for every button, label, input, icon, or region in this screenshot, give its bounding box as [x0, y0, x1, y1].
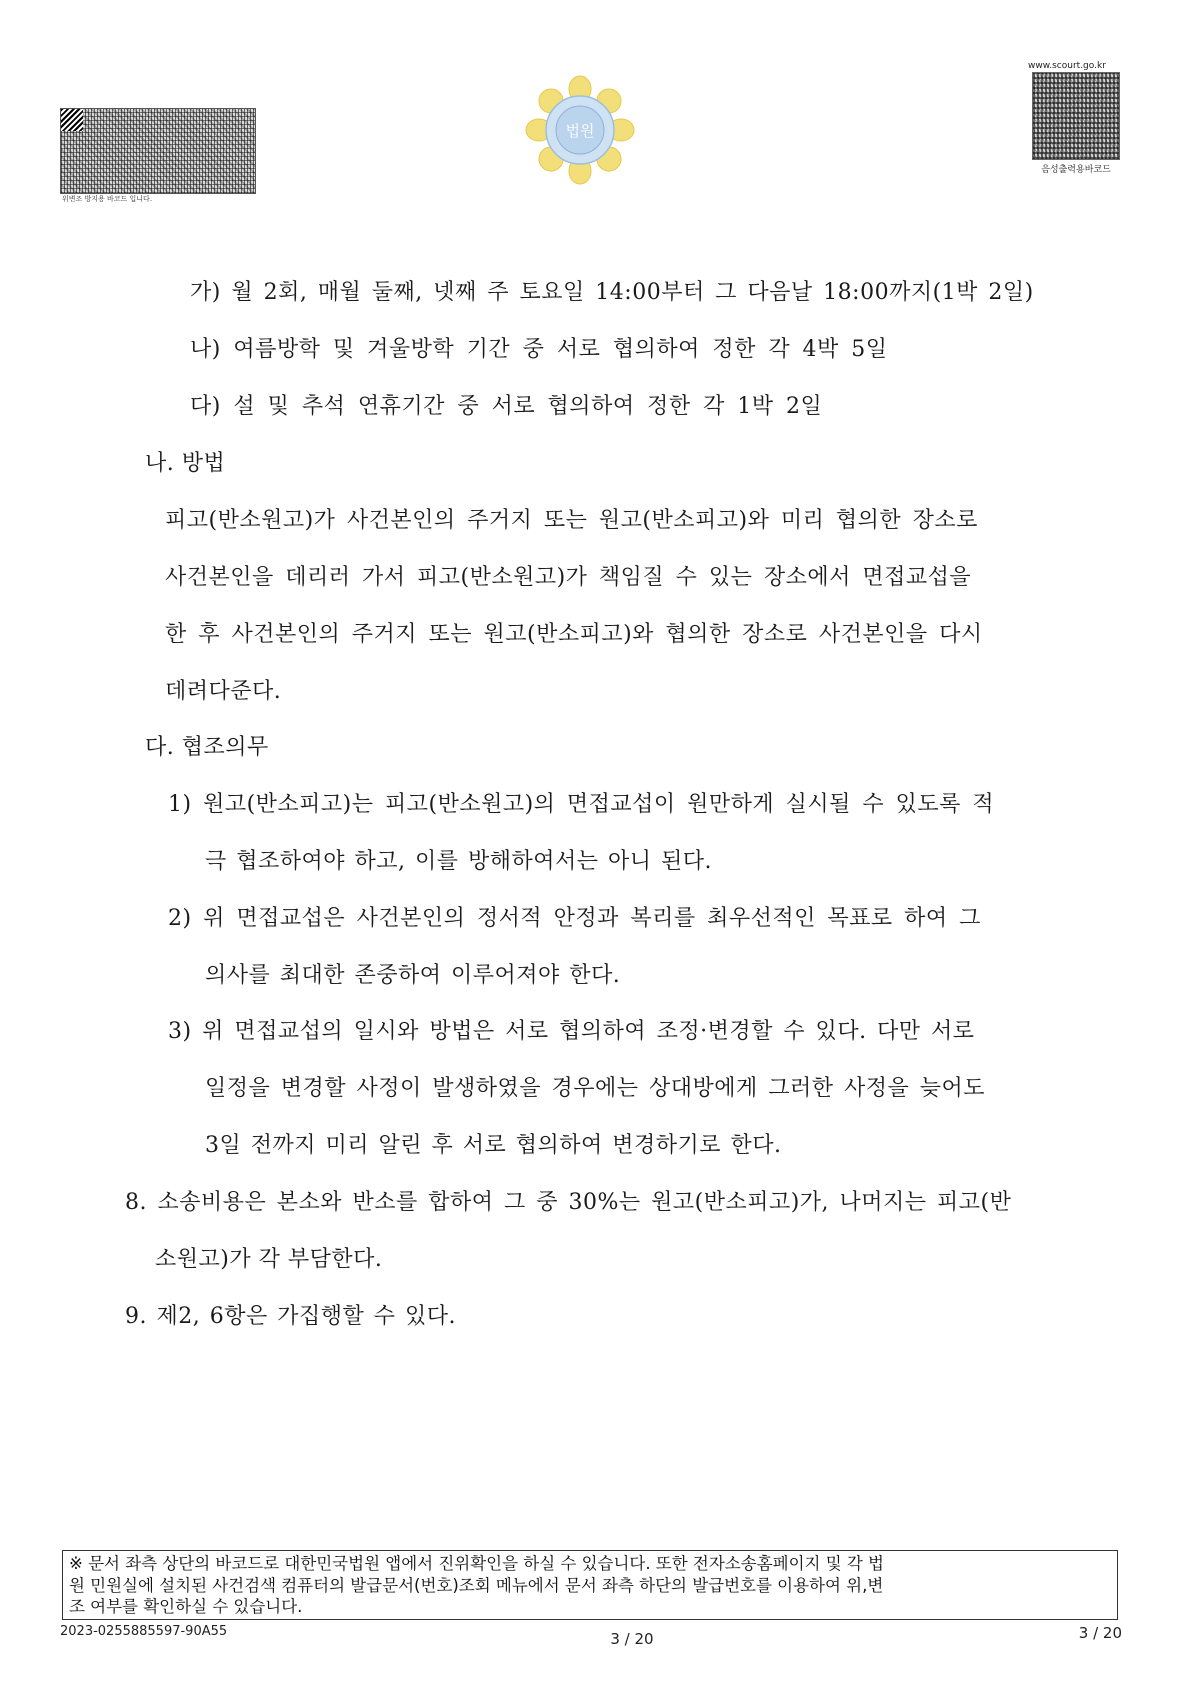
- voice-output-barcode: [1032, 72, 1120, 160]
- notice-line: 조 여부를 확인하실 수 있습니다.: [69, 1597, 303, 1616]
- body-line: 일정을 변경할 사정이 발생하였을 경우에는 상대방에게 그러한 사정을 늦어도: [205, 1076, 986, 1101]
- qr-url: www.scourt.go.kr: [1028, 61, 1106, 71]
- body-line: 극 협조하여야 하고, 이를 방해하여서는 아니 된다.: [205, 849, 712, 874]
- body-line: 나) 여름방학 및 겨울방학 기간 중 서로 협의하여 정한 각 4박 5일: [190, 337, 888, 362]
- barcode-note: 위변조 방지용 바코드 입니다.: [62, 195, 153, 203]
- section-heading: 다. 협조의무: [145, 735, 269, 760]
- barcode-corner-mark: [61, 109, 83, 131]
- body-line: 9. 제2, 6항은 가집행할 수 있다.: [125, 1304, 456, 1329]
- verification-notice: [62, 1550, 1118, 1620]
- body-line: 의사를 최대한 존중하여 이루어져야 한다.: [205, 963, 621, 988]
- section-heading: 나. 방법: [145, 451, 226, 476]
- court-seal-icon: [525, 75, 635, 185]
- qr-label: 음성출력용바코드: [1041, 165, 1111, 175]
- body-line: 다) 설 및 추석 연휴기간 중 서로 협의하여 정한 각 1박 2일: [190, 394, 823, 419]
- body-line: 가) 월 2회, 매월 둘째, 넷째 주 토요일 14:00부터 그 다음날 18:00까지(1박 2일): [190, 280, 1034, 305]
- page-number: 3 / 20: [610, 1630, 654, 1648]
- body-line: 데려다준다.: [165, 679, 282, 704]
- body-line: 3) 위 면접교섭의 일시와 방법은 서로 협의하여 조정·변경할 수 있다. 다만 서로: [168, 1019, 975, 1044]
- body-line: 피고(반소원고)가 사건본인의 주거지 또는 원고(반소피고)와 미리 협의한 장소로: [165, 508, 978, 533]
- body-line: 8. 소송비용은 본소와 반소를 합하여 그 중 30%는 원고(반소피고)가, 나머지는 피고(반: [125, 1190, 1012, 1215]
- body-line: 사건본인을 데리러 가서 피고(반소원고)가 책임질 수 있는 장소에서 면접교섭을: [165, 565, 972, 590]
- body-line: 소원고)가 각 부담한다.: [155, 1247, 383, 1272]
- notice-line: ※ 문서 좌측 상단의 바코드로 대한민국법원 앱에서 진위확인을 하실 수 있습니다. 또한 전자소송홈페이지 및 각 법: [69, 1554, 884, 1573]
- body-line: 2) 위 면접교섭은 사건본인의 정서적 안정과 복리를 최우선적인 목표로 하여 그: [168, 906, 981, 931]
- body-line: 1) 원고(반소피고)는 피고(반소원고)의 면접교섭이 원만하게 실시될 수 있도록 적: [168, 792, 995, 817]
- body-line: 한 후 사건본인의 주거지 또는 원고(반소피고)와 협의한 장소로 사건본인을 다시: [165, 622, 983, 647]
- body-line: 3일 전까지 미리 알린 후 서로 협의하여 변경하기로 한다.: [205, 1133, 782, 1158]
- page-number-right: 3 / 20: [1078, 1624, 1122, 1642]
- notice-line: 원 민원실에 설치된 사건검색 컴퓨터의 발급문서(번호)조회 메뉴에서 문서 좌측 하단의 발급번호를 이용하여 위,변: [69, 1575, 884, 1595]
- anti-forgery-barcode: [60, 108, 256, 194]
- seal-text: 법원: [565, 122, 595, 140]
- document-number: 2023-0255885597-90A55: [60, 1624, 228, 1639]
